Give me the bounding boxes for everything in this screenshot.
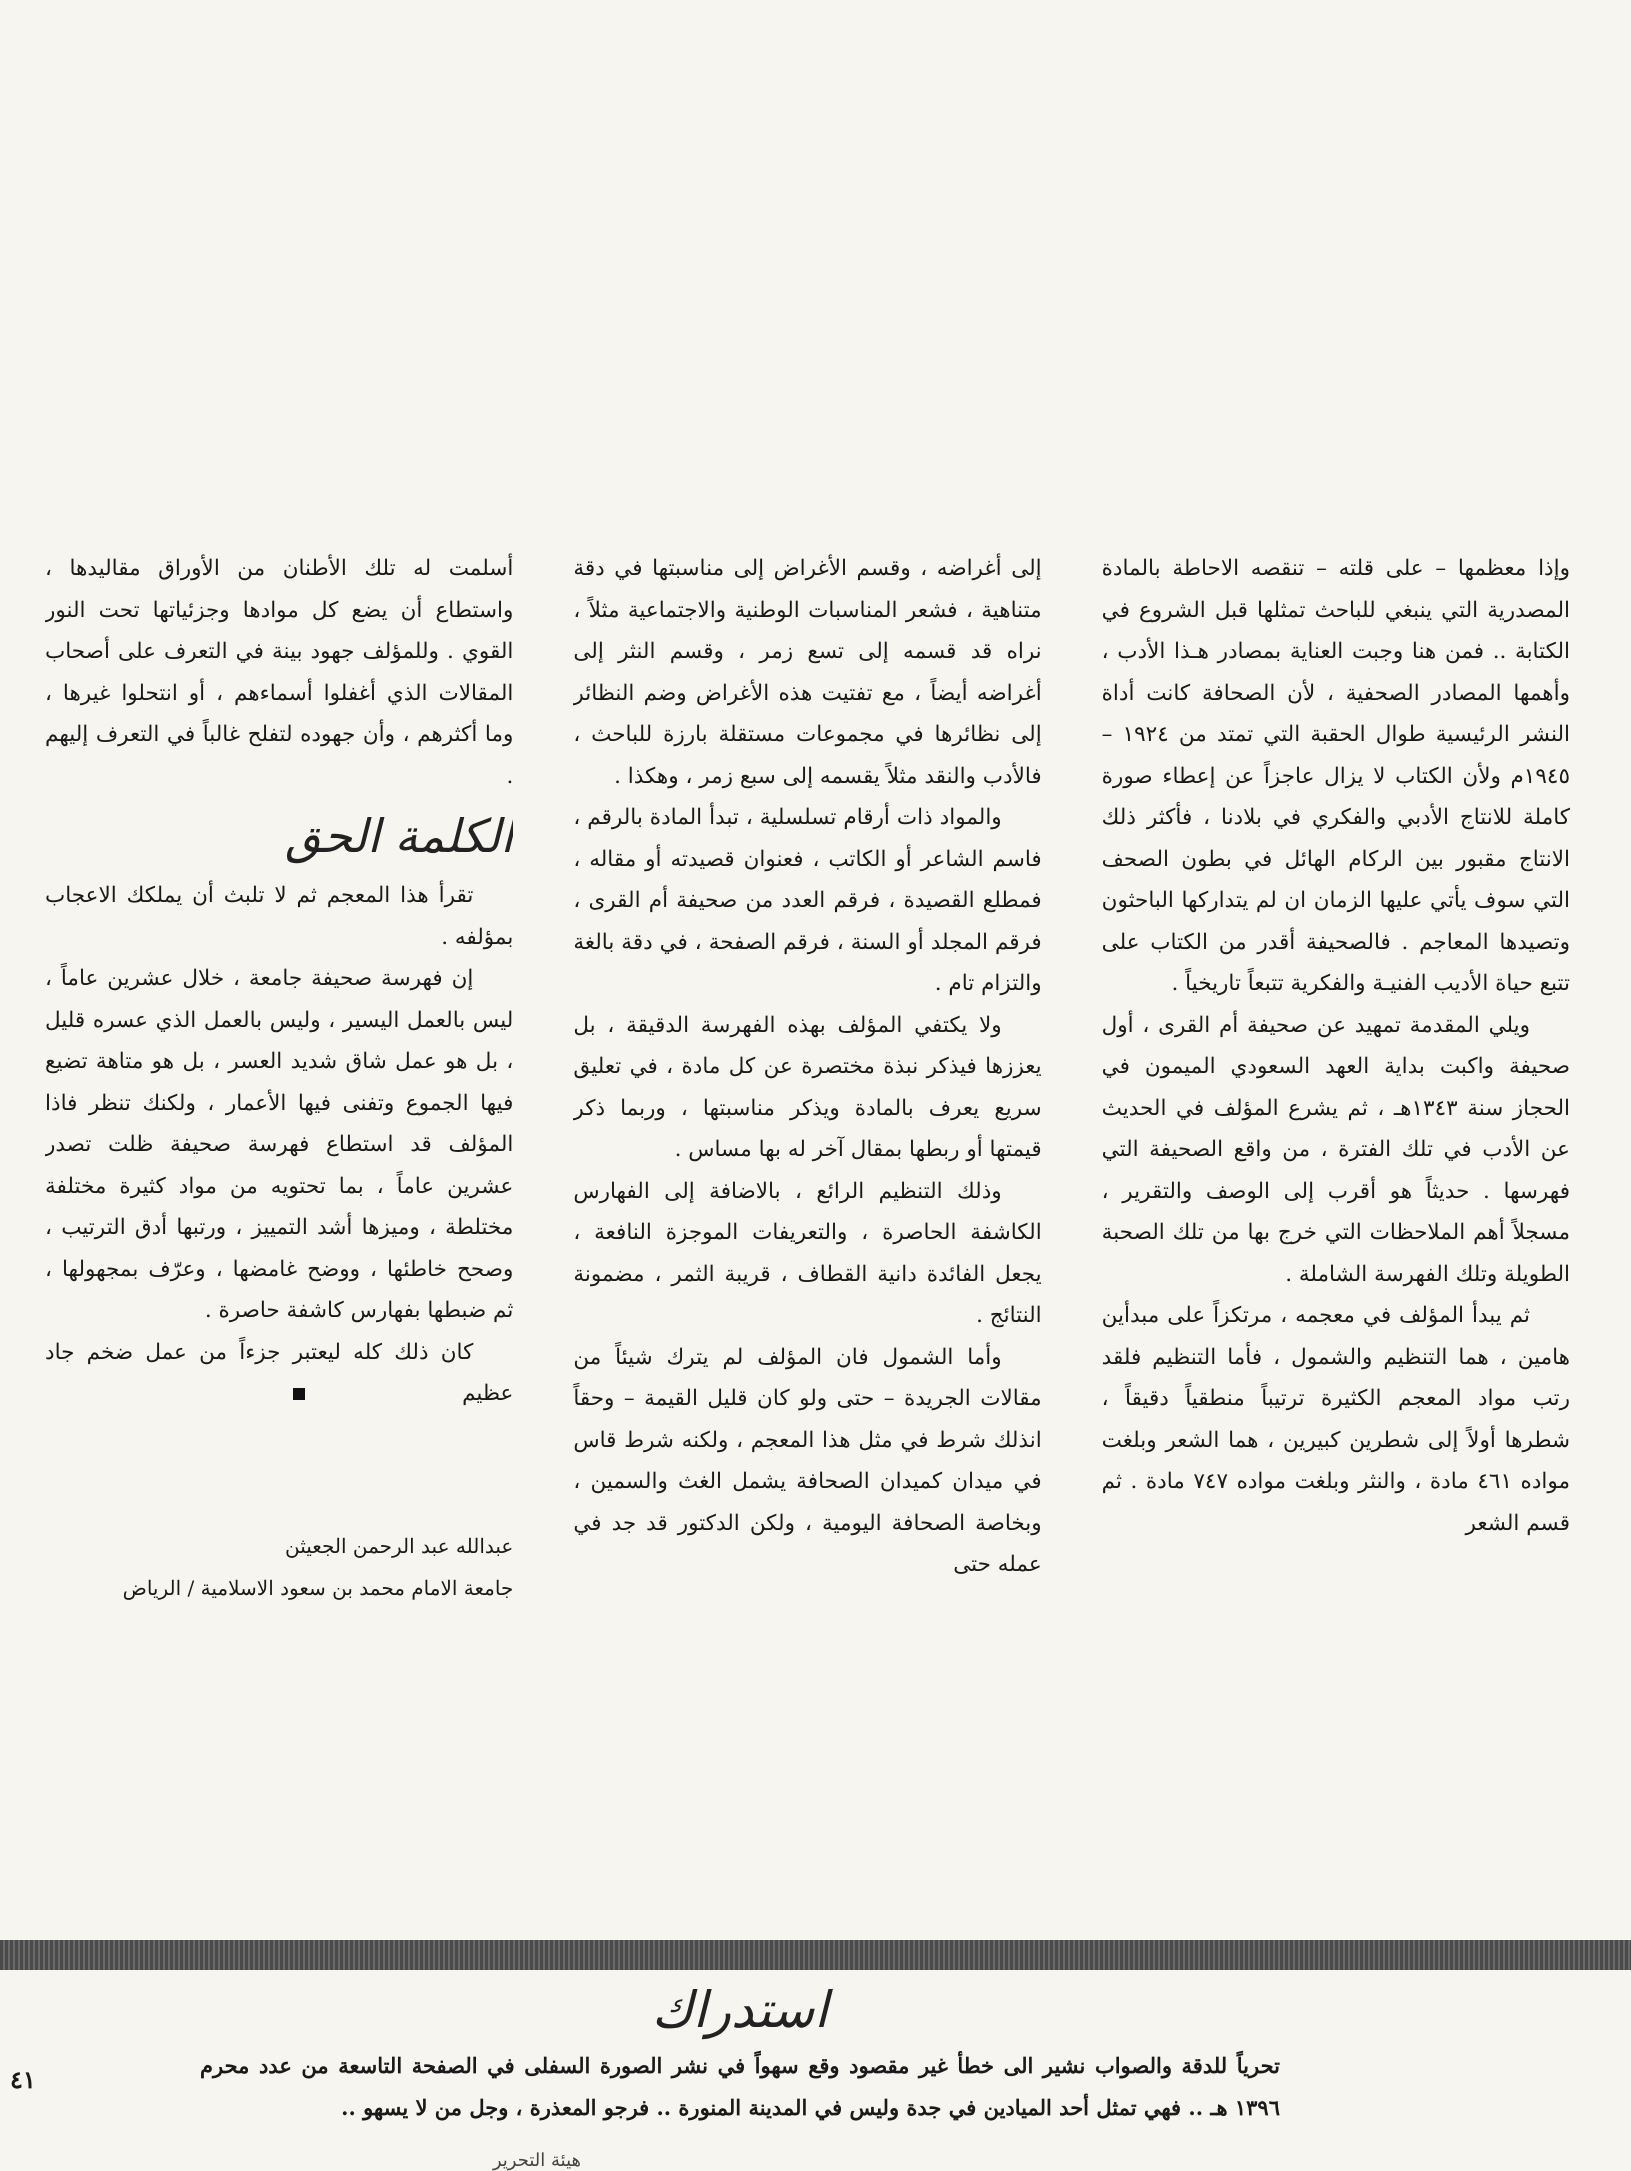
section-heading: الكلمة الحق xyxy=(285,809,514,863)
paragraph xyxy=(45,1332,513,1415)
correction-title: استدراك xyxy=(651,1981,829,2039)
paragraph: تقرأ هذا المعجم ثم لا تلبث أن يملكك الاعجاب بمؤلفه . xyxy=(45,883,514,950)
closing-text: كان ذلك كله ليعتبر جزءاً من عمل ضخم جاد عظيم xyxy=(45,1339,514,1406)
article-column-1 xyxy=(1102,548,1570,1908)
paragraph: ويلي المقدمة تمهيد عن صحيفة أم القرى ، أول صحيفة واكبت بداية العهد السعودي الميمون في الحجاز سنة ١٣٤٣هـ ، ثم يشرع المؤلف في الحديث عن الأدب في تلك الفترة ، من واقع الصحيفة التي فهرسها . حديثاً هو أقرب إلى الوصف والتقرير ، مسجلاً أهم الملاحظات التي خرج بها من تلك الصحبة الطويلة وتلك الفهرسة الشاملة . xyxy=(1101,1012,1570,1287)
paragraph: وذلك التنظيم الرائع ، بالاضافة إلى الفهارس الكاشفة الحاصرة ، والتعريفات الموجزة النافعة ، يجعل الفائدة دانية القطاف ، قريبة الثمر ، مضمونة النتائج . xyxy=(573,1178,1042,1328)
author-affiliation: جامعة الامام محمد بن سعود الاسلامية / الرياض xyxy=(122,1575,514,1600)
article-columns xyxy=(45,548,1570,1908)
correction-notice xyxy=(200,1975,1280,2129)
article-column-3 xyxy=(45,548,513,1908)
paragraph: وأما الشمول فان المؤلف لم يترك شيئاً من مقالات الجريدة – حتى ولو كان قليل القيمة – وحقاً انذلك شرط في مثل هذا المعجم ، ولكنه شرط قاس في ميدان كميدان الصحافة يشمل الغث والسمين ، وبخاصة الصحافة اليومية ، ولكن الدكتور قد جد في عمله حتى xyxy=(573,1344,1042,1577)
paragraph: وإذا معظمها – على قلته – تنقصه الاحاطة بالمادة المصدرية التي ينبغي للباحث تمثلها قبل الشروع في الكتابة .. فمن هنا وجبت العناية بمصادر هـذا الأدب ، وأهمها المصادر الصحفية ، لأن الصحافة كانت أداة النشر الرئيسية طوال الحقبة التي تمتد من ١٩٢٤ – ١٩٤٥م ولأن الكتاب لا يزال عاجزاً عن إعطاء صورة كاملة للانتاج الأدبي والفكري في بلادنا ، فأكثر ذلك الانتاج مقبور بين الركام الهائل في بطون الصحف التي سوف يأتي عليها الزمان ان لم يتداركها الباحثون وتصيدها المعاجم . فالصحيفة أقدر من الكتاب على تتبع حياة الأديب الفنيـة والفكرية تتبعاً تاريخياً . xyxy=(1101,556,1570,996)
correction-signature: هيئة التحرير xyxy=(492,2150,581,2171)
page-number: ٤١ xyxy=(10,2065,36,2094)
paragraph: ولا يكتفي المؤلف بهذه الفهرسة الدقيقة ، بل يعززها فيذكر نبذة مختصرة عن كل مادة ، في تعليق سريع يعرف بالمادة ويذكر مناسبتها ، وربما ذكر قيمتها أو ربطها بمقال آخر له بها مساس . xyxy=(573,1012,1042,1162)
author-signature xyxy=(45,1525,513,1609)
end-of-article-icon xyxy=(293,1388,305,1400)
blank-upper-area xyxy=(0,0,1631,545)
correction-text: تحرياً للدقة والصواب نشير الى خطأ غير مقصود وقع سهواً في نشر الصورة السفلى في الصفحة التاسعة من عدد محرم ١٣٩٦ هـ .. فهي تمثل أحد الميادين في جدة وليس في المدينة المنورة .. فرجو المعذرة ، وجل من لا يسهو .. xyxy=(200,2053,1280,2120)
paragraph: ثم يبدأ المؤلف في معجمه ، مرتكزاً على مبدأين هامين ، هما التنظيم والشمول ، فأما التنظيم فلقد رتب مواد المعجم الكثيرة ترتيباً منطقياً دقيقاً ، شطرها أولاً إلى شطرين كبيرين ، هما الشعر وبلغت مواده ٤٦١ مادة ، والنثر وبلغت مواده ٧٤٧ مادة . ثم قسم الشعر xyxy=(1101,1303,1570,1536)
paragraph: والمواد ذات أرقام تسلسلية ، تبدأ المادة بالرقم ، فاسم الشاعر أو الكاتب ، فعنوان قصيدته أو مقاله ، فمطلع القصيدة ، فرقم العدد من صحيفة أم القرى ، فرقم المجلد أو السنة ، فرقم الصفحة ، في دقة بالغة والتزام تام . xyxy=(573,805,1042,996)
article-column-2 xyxy=(573,548,1041,1908)
section-divider xyxy=(0,1940,1631,1970)
paragraph: إن فهرسة صحيفة جامعة ، خلال عشرين عاماً ، ليس بالعمل اليسير ، وليس بالعمل الذي عسره قليل ، بل هو عمل شاق شديد العسر ، بل هو متاهة تضيع فيها الجموع وتفنى فيها الأعمار ، ولكنك تنظر فاذا المؤلف قد استطاع فهرسة صحيفة ظلت تصدر عشرين عاماً ، بما تحتويه من مواد كثيرة مختلفة مختلطة ، وميزها أشد التمييز ، ورتبها أدق الترتيب ، وصحح خاطئها ، ووضح غامضها ، وعرّف بمجهولها ، ثم ضبطها بفهارس كاشفة حاصرة . xyxy=(45,966,514,1323)
paragraph: أسلمت له تلك الأطنان من الأوراق مقاليدها ، واستطاع أن يضع كل موادها وجزئياتها تحت النور القوي . وللمؤلف جهود بينة في التعرف على أصحاب المقالات الذي أغفلوا أسماءهم ، أو انتحلوا غيرها ، وما أكثرهم ، وأن جهوده لتفلح غالباً في التعرف إليهم . xyxy=(45,556,514,789)
author-name: عبدالله عبد الرحمن الجعيثن xyxy=(285,1533,514,1558)
paragraph: إلى أغراضه ، وقسم الأغراض إلى مناسبتها في دقة متناهية ، فشعر المناسبات الوطنية والاجتماعية مثلاً ، نراه قد قسمه إلى تسع زمر ، وقسم النثر إلى أغراضه أيضاً ، مع تفتيت هذه الأغراض وضم النظائر إلى نظائرها في مجموعات مستقلة بارزة للباحث ، فالأدب والنقد مثلاً يقسمه إلى سبع زمر ، وهكذا . xyxy=(573,556,1042,789)
